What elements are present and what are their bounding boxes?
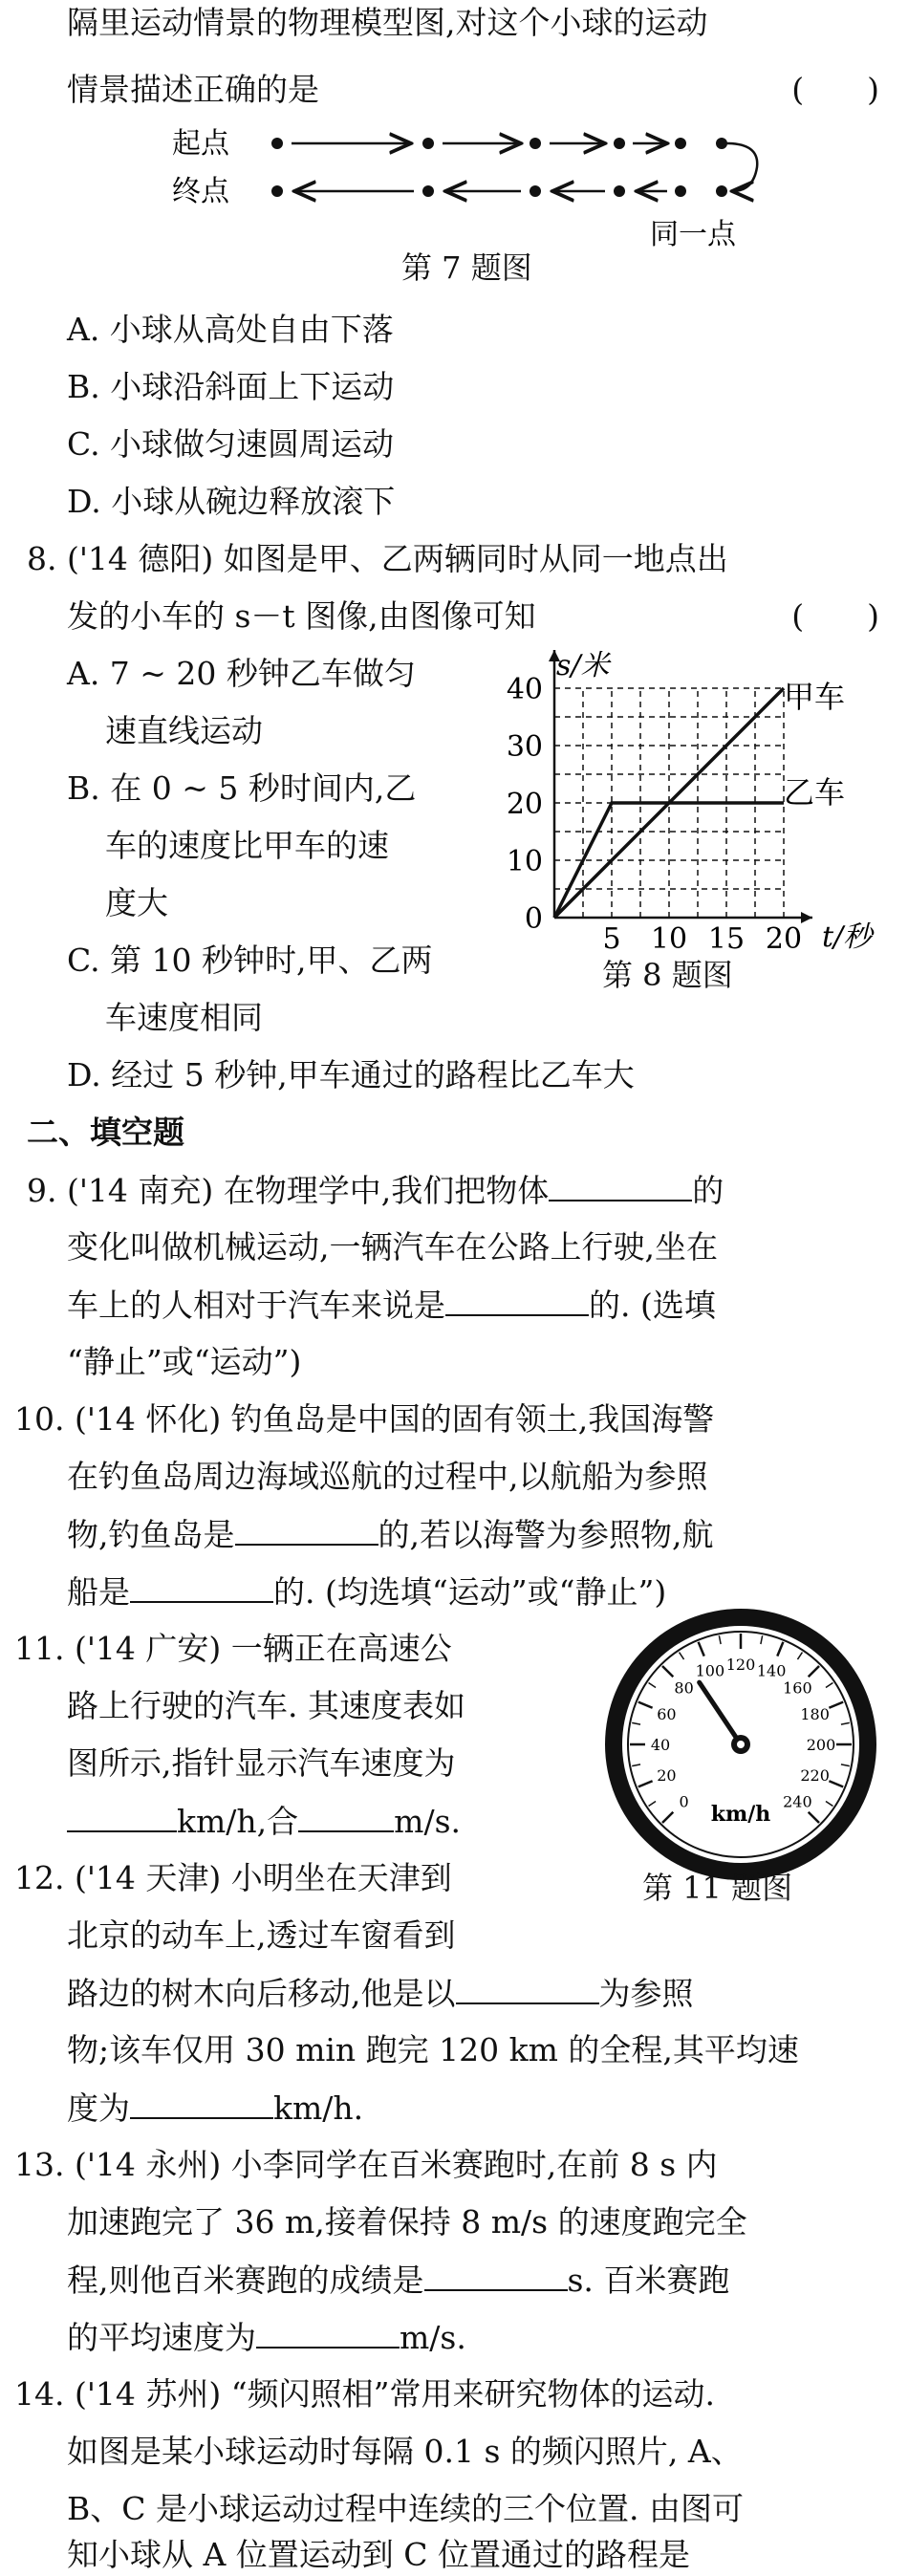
gauge-tick-label: 240 xyxy=(783,1792,812,1811)
q8-st-chart xyxy=(497,640,898,965)
q11-caption: 第 11 题图 xyxy=(642,1870,793,1906)
q7-text-line1: 隔里运动情景的物理模型图,对这个小球的运动 xyxy=(67,4,708,41)
chart-series-label-yi: 乙车 xyxy=(784,774,846,811)
gauge-unit: km/h xyxy=(710,1802,771,1827)
gauge-tick-label: 80 xyxy=(674,1678,694,1698)
q11-line1: 11. ('14 广安) 一辆正在高速公 xyxy=(14,1630,452,1667)
q11-speedometer xyxy=(597,1601,884,1888)
q12-line2: 北京的动车上,透过车窗看到 xyxy=(67,1916,456,1954)
q11-line4: km/h,合 m/s. xyxy=(67,1800,461,1843)
q8-option-a-line2: 速直线运动 xyxy=(105,712,263,749)
q11-blank-2[interactable] xyxy=(298,1800,394,1832)
y-tick-label: 40 xyxy=(506,673,543,706)
q7-option-b: B. 小球沿斜面上下运动 xyxy=(67,368,395,405)
gauge-tick-label: 40 xyxy=(650,1736,671,1754)
q8-answer-paren: ( ) xyxy=(791,597,879,635)
q8-option-b-line3: 度大 xyxy=(105,884,168,921)
q10-blank-1[interactable] xyxy=(235,1513,378,1546)
q10-line1: 10. ('14 怀化) 钓鱼岛是中国的固有领土,我国海警 xyxy=(14,1400,715,1438)
q14-line4: 知小球从 A 位置运动到 C 位置通过的路程是 xyxy=(67,2536,691,2573)
gauge-tick-label: 100 xyxy=(695,1661,725,1680)
q10-line2: 在钓鱼岛周边海域巡航的过程中,以航船为参照 xyxy=(67,1458,708,1495)
q7-caption: 第 7 题图 xyxy=(401,249,532,286)
q11-line3: 图所示,指针显示汽车速度为 xyxy=(67,1744,456,1782)
chart-series-label-jia: 甲车 xyxy=(784,679,846,715)
q8-option-b-line2: 车的速度比甲车的速 xyxy=(105,827,389,864)
x-tick-label: 10 xyxy=(650,922,688,956)
q10-line3: 物,钓鱼岛是 的,若以海警为参照物,航 xyxy=(67,1513,713,1556)
q8-caption: 第 8 题图 xyxy=(602,957,733,993)
x-axis-arrow xyxy=(801,912,812,923)
q7-option-a: A. 小球从高处自由下落 xyxy=(67,311,394,348)
x-tick-label: 20 xyxy=(765,922,803,956)
q9-line1: 9. ('14 南充) 在物理学中,我们把物体 的 xyxy=(27,1169,724,1212)
y-tick-label: 0 xyxy=(524,902,543,936)
q13-line4: 的平均速度为 m/s. xyxy=(67,2316,466,2359)
q12-line1: 12. ('14 天津) 小明坐在天津到 xyxy=(14,1859,452,1896)
q8-text-line2: 发的小车的 s－t 图像,由图像可知 xyxy=(67,597,536,635)
chart-xlabel: t/秒 xyxy=(822,920,873,954)
q13-line3: 程,则他百米赛跑的成绩是 s. 百米赛跑 xyxy=(67,2259,729,2302)
q8-option-a-line1: A. 7 ~ 20 秒钟乙车做匀 xyxy=(67,655,416,692)
q11-line2: 路上行驶的汽车. 其速度表如 xyxy=(67,1687,465,1724)
q9-line3: 车上的人相对于汽车来说是 的. (选填 xyxy=(67,1284,716,1327)
gauge-tick-label: 140 xyxy=(756,1661,787,1680)
q10-blank-2[interactable] xyxy=(130,1570,273,1603)
x-tick-label: 15 xyxy=(707,922,746,956)
q8-option-b-line1: B. 在 0 ~ 5 秒时间内,乙 xyxy=(67,769,417,807)
gauge-tick-label: 160 xyxy=(783,1678,812,1698)
q7-label-same-point: 同一点 xyxy=(650,218,736,249)
q12-blank-2[interactable] xyxy=(130,2087,273,2119)
q8-text-line1: 8. ('14 德阳) 如图是甲、乙两辆同时从同一地点出 xyxy=(27,540,728,577)
q7-motion-figure xyxy=(172,124,784,249)
section-title: 二、填空题 xyxy=(27,1114,184,1151)
q13-line2: 加速跑完了 36 m,接着保持 8 m/s 的速度跑完全 xyxy=(67,2203,747,2240)
gauge-tick-label: 120 xyxy=(725,1656,756,1674)
q7-answer-paren: ( ) xyxy=(791,71,879,108)
q13-blank-2[interactable] xyxy=(256,2316,400,2349)
q7-label-end: 终点 xyxy=(172,175,229,208)
gauge-tick-label: 20 xyxy=(657,1766,677,1786)
q8-option-c-line2: 车速度相同 xyxy=(105,999,263,1036)
q11-blank-1[interactable] xyxy=(67,1800,177,1832)
y-tick-label: 10 xyxy=(506,845,543,878)
gauge-tick-label: 180 xyxy=(800,1704,830,1723)
q14-line3: B、C 是小球运动过程中连续的三个位置. 由图可 xyxy=(67,2490,744,2527)
q12-line4: 物;该车仅用 30 min 跑完 120 km 的全程,其平均速 xyxy=(67,2031,799,2068)
q13-blank-1[interactable] xyxy=(424,2259,568,2291)
gauge-tick-label: 0 xyxy=(679,1792,689,1811)
q8-option-c-line1: C. 第 10 秒钟时,甲、乙两 xyxy=(67,942,433,979)
chart-ylabel: s/米 xyxy=(556,649,610,682)
q9-blank-1[interactable] xyxy=(549,1169,692,1201)
y-tick-label: 30 xyxy=(506,730,543,764)
y-tick-label: 20 xyxy=(506,788,543,821)
q9-blank-2[interactable] xyxy=(445,1284,589,1316)
q9-line2: 变化叫做机械运动,一辆汽车在公路上行驶,坐在 xyxy=(67,1228,718,1266)
gauge-tick-label: 220 xyxy=(800,1766,830,1786)
q13-line1: 13. ('14 永州) 小李同学在百米赛跑时,在前 8 s 内 xyxy=(14,2146,718,2183)
q12-blank-1[interactable] xyxy=(456,1972,599,2004)
q7-text-line2: 情景描述正确的是 xyxy=(67,71,319,108)
q12-line3: 路边的树木向后移动,他是以 为参照 xyxy=(67,1972,694,2015)
gauge-tick-label: 200 xyxy=(806,1736,836,1754)
x-tick-label: 5 xyxy=(602,922,621,956)
q7-option-c: C. 小球做匀速圆周运动 xyxy=(67,425,395,463)
q12-line5: 度为 km/h. xyxy=(67,2087,363,2130)
q14-line2: 如图是某小球运动时每隔 0.1 s 的频闪照片, A、 xyxy=(67,2433,743,2470)
q7-label-start: 起点 xyxy=(172,127,229,161)
q14-line1: 14. ('14 苏州) “频闪照相”常用来研究物体的运动. xyxy=(14,2375,715,2413)
q9-line4: “静止”或“运动”) xyxy=(67,1343,302,1380)
q7-option-d: D. 小球从碗边释放滚下 xyxy=(67,483,396,520)
q8-option-d: D. 经过 5 秒钟,甲车通过的路程比乙车大 xyxy=(67,1056,635,1093)
q10-line4: 船是 的. (均选填“运动”或“静止”) xyxy=(67,1570,666,1613)
gauge-tick-label: 60 xyxy=(657,1704,677,1723)
